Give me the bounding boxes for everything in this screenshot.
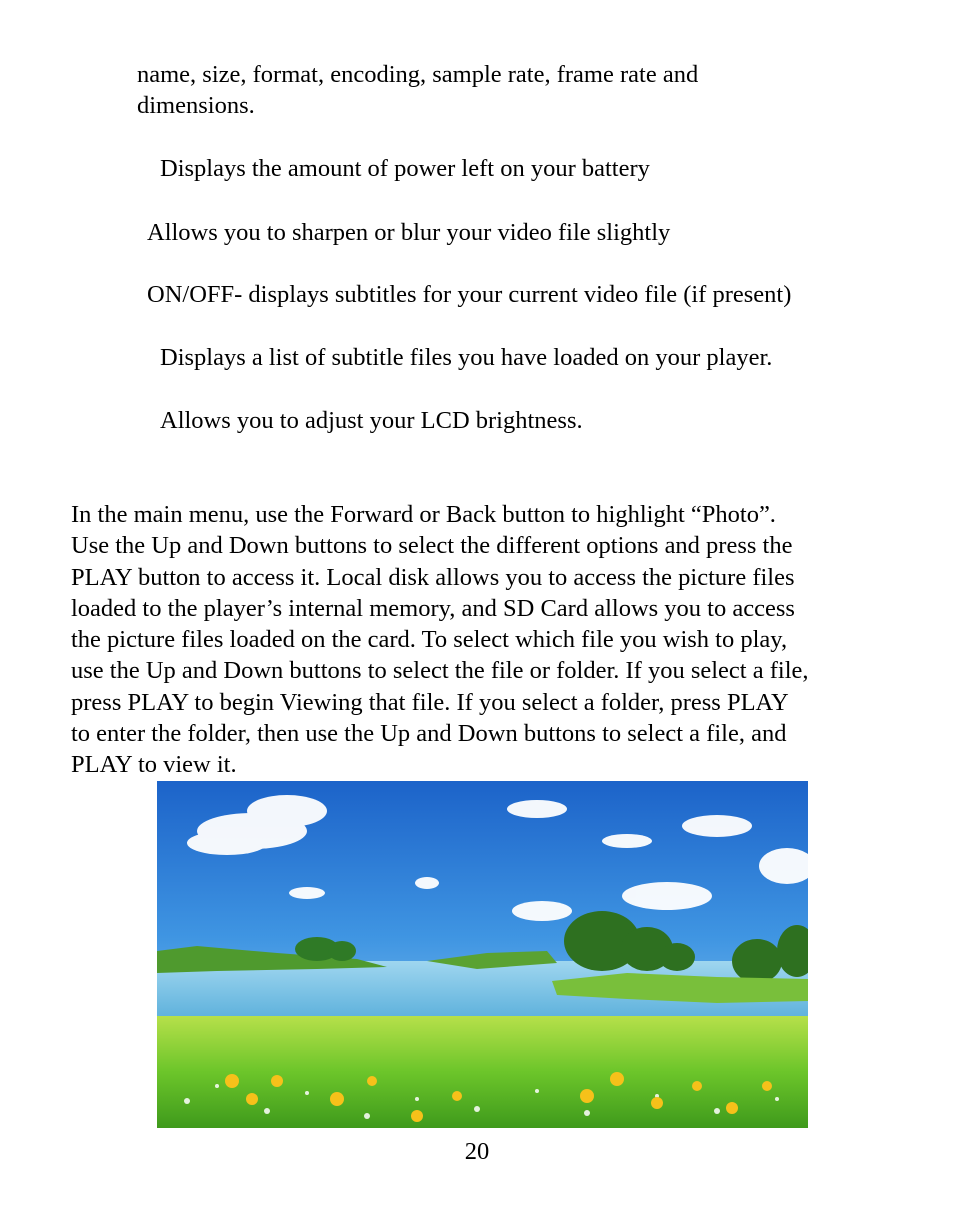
option-subtitle-list-description: Displays a list of subtitle files you have loaded on your player. (160, 344, 773, 371)
option-subtitle-toggle-description: ON/OFF- displays subtitles for your current video file (if present) (147, 281, 792, 308)
photo-instructions-line: the picture files loaded on the card. To select which file you wish to play, (71, 626, 788, 654)
photo-instructions-paragraph (71, 499, 931, 781)
photo-instructions-line: PLAY button to access it. Local disk allows you to access the picture files (71, 563, 795, 591)
photo-instructions-line: Use the Up and Down buttons to select the different options and press the (71, 532, 793, 560)
photo-instructions-line: loaded to the player’s internal memory, and SD Card allows you to access (71, 594, 795, 622)
intro-line-2: dimensions. (137, 92, 255, 119)
photo-instructions-line: PLAY to view it. (71, 751, 237, 779)
intro-line-1: name, size, format, encoding, sample rate, frame rate and (137, 61, 699, 88)
page-number: 20 (464, 1138, 490, 1165)
photo-instructions-line: In the main menu, use the Forward or Back button to highlight “Photo”. (71, 501, 776, 528)
landscape-photo (157, 781, 808, 1128)
option-brightness-description: Allows you to adjust your LCD brightness. (160, 407, 583, 434)
photo-instructions-line: press PLAY to begin Viewing that file. If you select a folder, press PLAY (71, 688, 789, 716)
option-battery-description: Displays the amount of power left on your battery (160, 155, 650, 182)
photo-instructions-line: to enter the folder, then use the Up and Down buttons to select a file, and (71, 720, 787, 748)
photo-instructions-line: use the Up and Down buttons to select the file or folder. If you select a file, (71, 657, 809, 685)
option-sharpness-description: Allows you to sharpen or blur your video file slightly (147, 219, 671, 246)
